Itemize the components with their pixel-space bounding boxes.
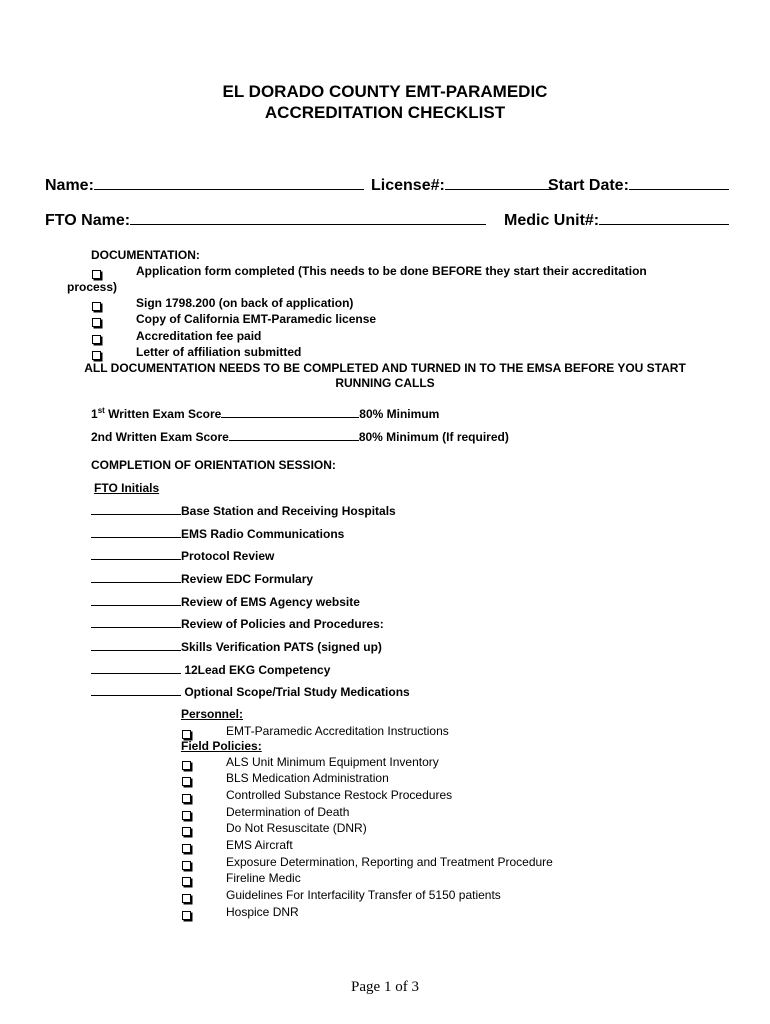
- license-line: [445, 177, 553, 190]
- title-line-2: ACCREDITATION CHECKLIST: [264, 103, 506, 122]
- field-policies-heading: Field Policies:: [181, 739, 262, 753]
- checkbox-field-6[interactable]: [182, 844, 191, 853]
- initial-blank[interactable]: [91, 571, 181, 583]
- orientation-item-label: Skills Verification PATS (signed up): [181, 640, 382, 654]
- doc-item-1-continued: process): [67, 280, 118, 294]
- first-exam-num: 1: [91, 407, 98, 421]
- start-date-field[interactable]: [548, 177, 729, 195]
- doc-item-4: Accreditation fee paid: [136, 329, 262, 343]
- start-date-line: [629, 177, 729, 190]
- checkbox-field-3[interactable]: [182, 794, 191, 803]
- fto-name-field[interactable]: [45, 212, 486, 230]
- first-exam-line: [221, 405, 359, 418]
- orientation-item-label: Optional Scope/Trial Study Medications: [181, 685, 410, 699]
- fto-name-line: [130, 212, 486, 225]
- checkbox-doc-2[interactable]: [92, 302, 101, 311]
- field-policy-item: Do Not Resuscitate (DNR): [226, 821, 367, 835]
- documentation-notice-2: RUNNING CALLS: [335, 376, 435, 390]
- first-exam-label: Written Exam Score: [104, 407, 222, 421]
- checkbox-doc-4[interactable]: [92, 335, 101, 344]
- orientation-item[interactable]: [91, 662, 330, 677]
- second-exam-label: 2nd Written Exam Score: [91, 430, 229, 444]
- fto-initials-heading: FTO Initials: [94, 481, 160, 495]
- checkbox-field-10[interactable]: [182, 911, 191, 920]
- orientation-item[interactable]: [91, 571, 313, 586]
- doc-item-5: Letter of affiliation submitted: [136, 345, 302, 359]
- first-exam-sup: st: [97, 406, 105, 415]
- personnel-item: EMT-Paramedic Accreditation Instructions: [226, 724, 449, 738]
- license-label: License#:: [371, 177, 445, 194]
- field-policy-item: Guidelines For Interfacility Transfer of 5150 patients: [226, 888, 501, 902]
- name-label: Name:: [45, 177, 94, 194]
- name-field[interactable]: [45, 177, 364, 195]
- checkbox-field-1[interactable]: [182, 761, 191, 770]
- initial-blank[interactable]: [91, 662, 181, 674]
- orientation-item-label: Protocol Review: [181, 549, 275, 563]
- orientation-item[interactable]: [91, 684, 410, 699]
- orientation-item[interactable]: [91, 526, 344, 541]
- first-exam-field[interactable]: [91, 405, 439, 421]
- initial-blank[interactable]: [91, 594, 181, 606]
- initial-blank[interactable]: [91, 639, 181, 651]
- checkbox-doc-3[interactable]: [92, 318, 101, 327]
- doc-item-2: Sign 1798.200 (on back of application): [136, 296, 354, 310]
- field-policy-item: Controlled Substance Restock Procedures: [226, 788, 453, 802]
- name-line: [94, 177, 364, 190]
- documentation-heading: DOCUMENTATION:: [91, 248, 200, 262]
- field-policy-item: Hospice DNR: [226, 905, 299, 919]
- orientation-heading: COMPLETION OF ORIENTATION SESSION:: [91, 458, 336, 472]
- initial-blank[interactable]: [91, 526, 181, 538]
- initial-blank[interactable]: [91, 684, 181, 696]
- checkbox-field-9[interactable]: [182, 894, 191, 903]
- medic-unit-line: [599, 212, 729, 225]
- orientation-item-label: Review of Policies and Procedures:: [181, 617, 384, 631]
- initial-blank[interactable]: [91, 503, 181, 515]
- license-field[interactable]: [371, 177, 553, 195]
- start-date-label: Start Date:: [548, 177, 629, 194]
- fto-name-label: FTO Name:: [45, 212, 131, 229]
- second-exam-line: [229, 428, 359, 441]
- checkbox-field-2[interactable]: [182, 777, 191, 786]
- checkbox-field-4[interactable]: [182, 811, 191, 820]
- orientation-item-label: Base Station and Receiving Hospitals: [181, 504, 396, 518]
- medic-unit-label: Medic Unit#:: [504, 212, 600, 229]
- medic-unit-field[interactable]: [504, 212, 729, 230]
- field-policy-item: Exposure Determination, Reporting and Treatment Procedure: [226, 855, 553, 869]
- orientation-item-label: Review EDC Formulary: [181, 572, 314, 586]
- orientation-item[interactable]: [91, 616, 384, 631]
- orientation-item[interactable]: [91, 503, 396, 518]
- checkbox-doc-1[interactable]: [92, 270, 101, 279]
- doc-item-3: Copy of California EMT-Paramedic license: [136, 312, 377, 326]
- field-policy-item: Determination of Death: [226, 805, 350, 819]
- orientation-item-label: Review of EMS Agency website: [181, 595, 360, 609]
- checkbox-field-8[interactable]: [182, 877, 191, 886]
- field-policy-item: ALS Unit Minimum Equipment Inventory: [226, 755, 439, 769]
- orientation-item-label: 12Lead EKG Competency: [181, 663, 331, 677]
- initial-blank[interactable]: [91, 616, 181, 628]
- second-exam-field[interactable]: [91, 428, 509, 444]
- orientation-item-label: EMS Radio Communications: [181, 527, 345, 541]
- second-exam-min: 80% Minimum (If required): [358, 430, 509, 444]
- checkbox-field-5[interactable]: [182, 827, 191, 836]
- checkbox-field-7[interactable]: [182, 861, 191, 870]
- page-number: Page 1 of 3: [351, 979, 419, 995]
- initial-blank[interactable]: [91, 548, 181, 560]
- field-policy-item: BLS Medication Administration: [226, 771, 389, 785]
- checkbox-doc-5[interactable]: [92, 351, 101, 360]
- doc-item-1: Application form completed (This needs to be done BEFORE they start their accreditation: [136, 264, 647, 278]
- orientation-item[interactable]: [91, 548, 274, 563]
- first-exam-min: 80% Minimum: [359, 407, 440, 421]
- title-line-1: EL DORADO COUNTY EMT-PARAMEDIC: [222, 82, 548, 101]
- orientation-item[interactable]: [91, 594, 360, 609]
- field-policy-item: EMS Aircraft: [226, 838, 293, 852]
- orientation-item[interactable]: [91, 639, 382, 654]
- personnel-heading: Personnel:: [181, 707, 244, 721]
- documentation-notice-1: ALL DOCUMENTATION NEEDS TO BE COMPLETED AND TURNED IN TO THE EMSA BEFORE YOU START: [84, 361, 686, 375]
- checkbox-personnel-1[interactable]: [182, 730, 191, 739]
- field-policy-item: Fireline Medic: [226, 871, 301, 885]
